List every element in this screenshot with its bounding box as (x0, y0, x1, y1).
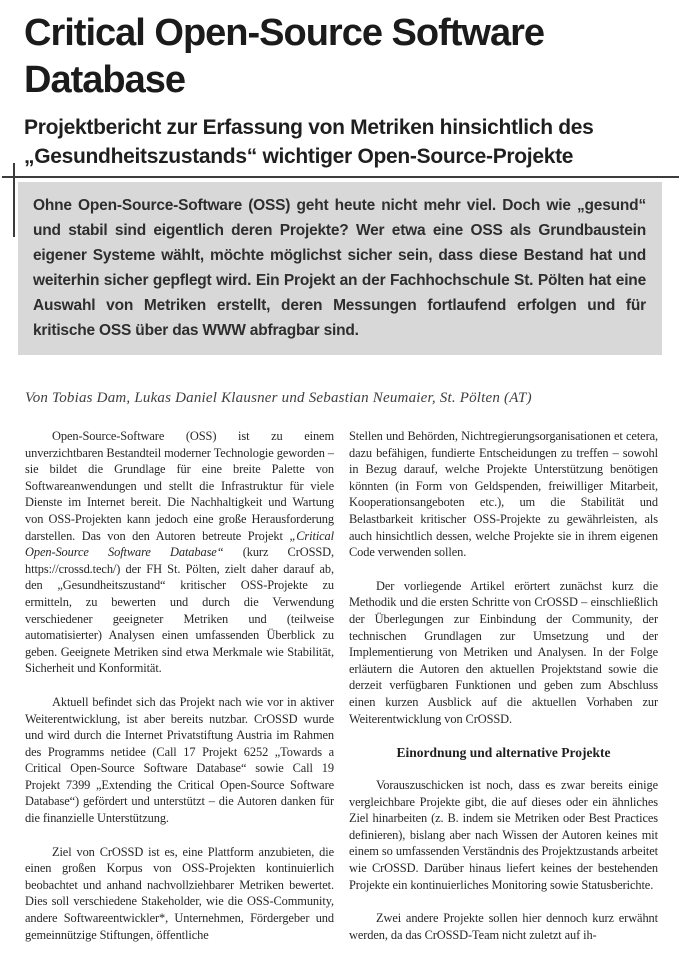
section-heading: Einordnung und alternative Projekte (396, 745, 611, 761)
paragraph-intro-text-b: (kurz CrOSSD, https://crossd.tech/) der FH St. Pölten, zielt daher darauf ab, den „Gesundheitszustand“ kritischer OSS-Projekte zu ermitteln, zu bewerten und durch die Verwendung verschiedener geeigneter Metriken und (teilweise automatisierter) Analysen einen umfassenden Überblick zu geben. Geeignete Metriken sind etwa Merkmale wie Stabilität, Sicherheit und Konformität. (25, 545, 334, 676)
article-body (25, 428, 658, 973)
paragraph-goal: Ziel von CrOSSD ist es, eine Plattform anzubieten, die einen großen Korpus von OSS-Projekten kontinuierlich beobachtet und anhand nachvollziehbarer Metriken bewertet. Dies soll verschiedene Stakeholder, wie die OSS-Community, andere Softwareentwickler*, Unternehmen, Fördergeber und gemeinnützige Stiftungen, öffentliche (25, 844, 334, 942)
page-subtitle (24, 113, 672, 171)
paragraph-other-projects: Zwei andere Projekte sollen hier dennoch kurz erwähnt werden, da das CrOSSD-Team nicht zuletzt auf ih- (349, 911, 658, 942)
page-title (24, 10, 672, 104)
byline: Von Tobias Dam, Lukas Daniel Klausner und Sebastian Neumaier, St. Pölten (AT) (25, 390, 532, 406)
page-subtitle-line1: Projektbericht zur Erfassung von Metriken hinsichtlich des (24, 116, 594, 139)
page-title-line2: Database (24, 59, 185, 101)
article-header (24, 10, 672, 171)
abstract-text: Ohne Open-Source-Software (OSS) geht heute nicht mehr viel. Doch wie „gesund“ und stabil sind eigentlich deren Projekte? Wer etwa eine OSS als Grundbaustein eigener Systeme wählt, möchte möglichst sicher sein, dass diese Bestand hat und weiterhin sicher gepflegt wird. Ein Projekt an der Fachhochschule St. Pölten hat eine Auswahl von Metriken erstellt, deren Messungen fortlaufend erfolgen und für kritische OSS über das WWW abfragbar sind. (33, 197, 646, 339)
abstract-box (18, 182, 662, 355)
column-left (25, 428, 334, 973)
paragraph-goal-continuation: Stellen und Behörden, Nichtregierungsorganisationen et cetera, dazu befähigen, fundierte Entscheidungen zu treffen – sowohl in Bezug darauf, welche Projekte Unterstützung benötigen könnten (in Form von Geldspenden, freiwilliger Mitarbeit, Kooperationsangeboten etc.), um die Stabilität und Belastbarkeit kritischer OSS-Projekte zu gewährleisten, als auch hinsichtlich dessen, welche Projekte sie in ihrem eigenen Code verwenden sollen. (349, 429, 658, 560)
page-subtitle-line2: „Gesundheitszustands“ wichtiger Open-Source-Projekte (24, 145, 574, 168)
paragraph-overview: Der vorliegende Artikel erörtert zunächst kurz die Methodik und die ersten Schritte von CrOSSD – einschließlich der Überlegungen zur Einbindung der Community, der technischen Grundlagen zur Umsetzung und der Implementierung von Metriken und Analysen. In der Folge erläutern die Autoren den aktuellen Projektstand sowie die derzeit verfügbaren Funktionen und geben zum Abschluss einen kurzen Ausblick auf die aktuellen Vorhaben zur Weiterentwicklung von CrOSSD. (349, 578, 658, 726)
project-name-italic: „Critical Open-Source Software Database“ (25, 528, 334, 560)
paragraph-funding: Aktuell befindet sich das Projekt nach wie vor in aktiver Weiterentwicklung, ist aber bereits nutzbar. CrOSSD wurde und wird durch die Internet Privatstiftung Austria im Rahmen des Programms netidee (Call 17 Projekt 6252 „Towards a Critical Open-Source Software Database“ sowie Call 19 Projekt 7399 „Extending the Critical Open-Source Software Database“) gefördert und unterstützt – die Autoren danken für die finanzielle Unterstützung. (25, 694, 334, 826)
paragraph-intro-text-a: Open-Source-Software (OSS) ist zu einem unverzichtbaren Bestandteil moderner Technologie geworden – sie bildet die Grundlage für eine breite Palette von Softwareanwendungen und stellt die Infrastruktur für viele Dienste im Internet bereit. Die Nachhaltigkeit und Wartung von OSS-Projekten kann jedoch eine große Herausforderung darstellen. Das von den Autoren betreute Projekt (25, 429, 334, 543)
paragraph-intro (25, 428, 334, 677)
crop-mark (13, 163, 15, 237)
header-rule (2, 176, 679, 178)
paragraph-comparison: Vorauszuschicken ist noch, dass es zwar bereits einige vergleichbare Projekte gibt, die auf dieses oder ein ähnliches Ziel hinarbeiten (z. B. indem sie Metriken oder Best Practices definieren), bislang aber nach Wissen der Autoren keines mit einem so umfassenden Verständnis des Projektzustands arbeitet wie CrOSSD. Darüber hinaus liefert keines der bestehenden Projekte ein kontinuierliches Monitoring sowie Statusberichte. (349, 778, 658, 892)
column-right (349, 428, 658, 973)
page-title-line1: Critical Open-Source Software (24, 12, 545, 54)
